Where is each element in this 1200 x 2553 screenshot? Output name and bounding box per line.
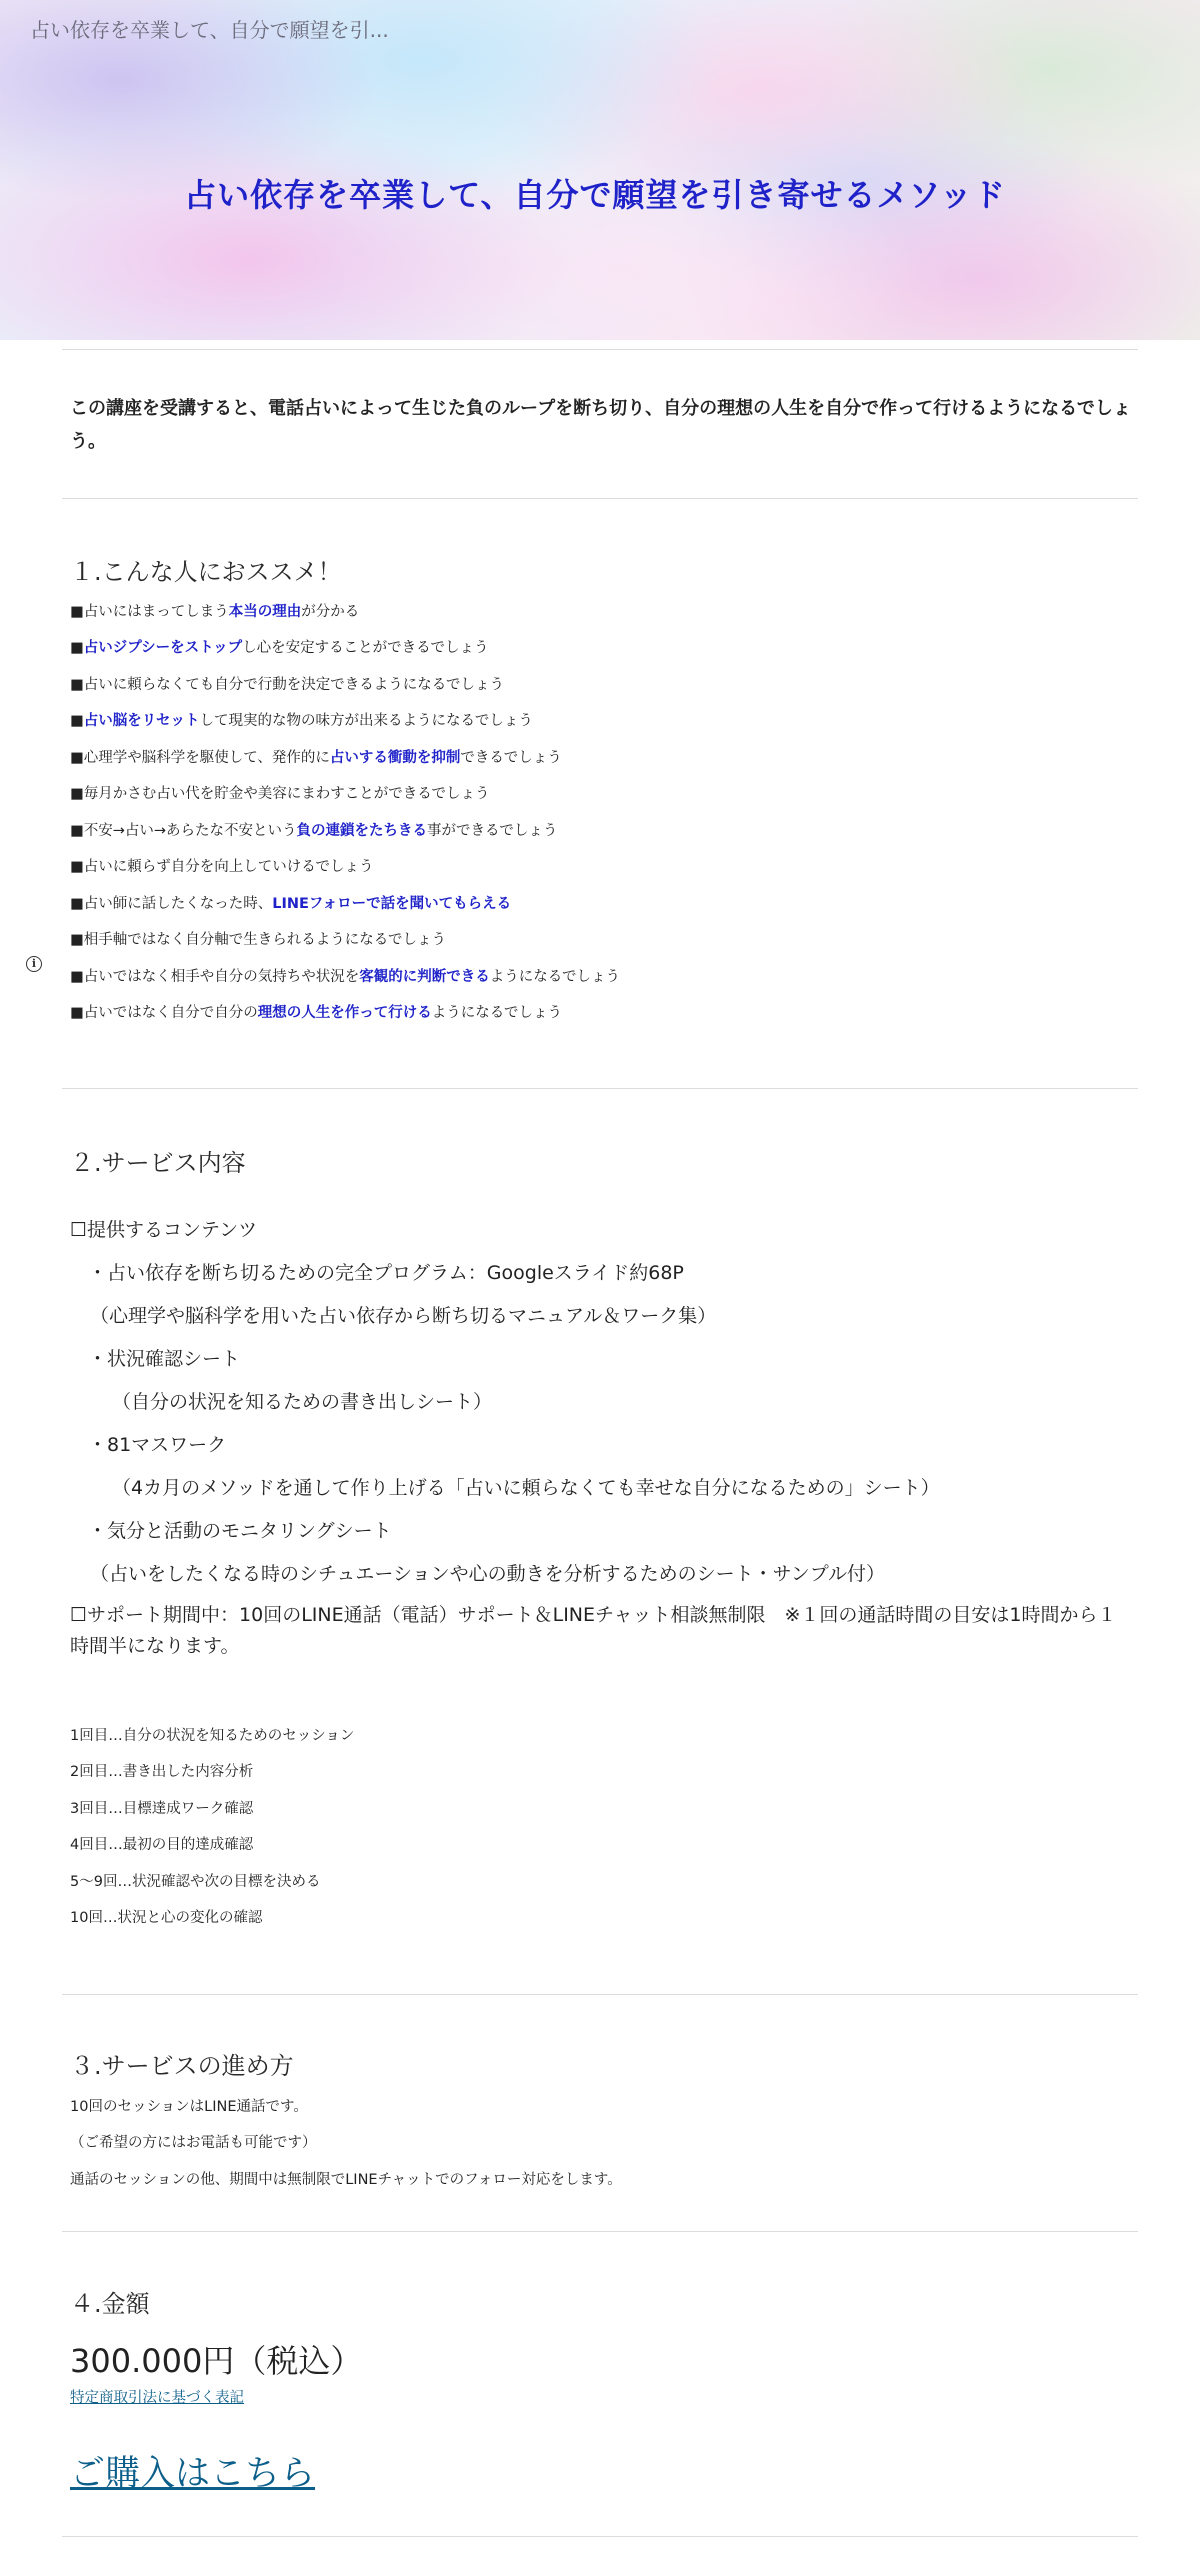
list-item: ■占いに頼らなくても自分で行動を決定できるようになるでしょう	[70, 677, 505, 693]
list-item: ■占いに頼らず自分を向上していけるでしょう	[70, 859, 374, 875]
divider	[62, 1088, 1138, 1089]
content-item: ・気分と活動のモニタリングシート	[88, 1520, 392, 1542]
session-item: 2回目…書き出した内容分析	[70, 1764, 254, 1780]
session-item: 10回…状況と心の変化の確認	[70, 1910, 263, 1926]
content-item: ・81マスワーク	[88, 1434, 227, 1456]
intro-text: この講座を受講すると、電話占いによって生じた負のループを断ち切り、自分の理想の人生を自分で作って行けるようになるでしょう。	[70, 398, 1131, 452]
hero-banner	[0, 0, 1200, 340]
divider	[62, 2536, 1138, 2537]
legal-notice-link[interactable]: 特定商取引法に基づく表記	[70, 2390, 244, 2406]
page-title: 占い依存を卒業して、自分で願望を引き寄せるメソッド	[184, 176, 1006, 214]
list-item: ■相手軸ではなく自分軸で生きられるようになるでしょう	[70, 932, 447, 948]
content-item: ・状況確認シート	[88, 1348, 241, 1370]
method-line: （ご希望の方にはお電話も可能です）	[70, 2135, 317, 2151]
list-item: ■不安→占い→あらたな不安という負の連鎖をたちきる事ができるでしょう	[70, 823, 558, 839]
method-line: 通話のセッションの他、期間中は無制限でLINEチャットでのフォロー対応をします。	[70, 2172, 622, 2188]
divider	[62, 349, 1138, 350]
divider	[62, 1994, 1138, 1995]
content-note: （4カ月のメソッドを通して作り上げる「占いに頼らなくても幸せな自分になるための」シート）	[112, 1477, 940, 1499]
list-item: ■占い脳をリセットして現実的な物の味方が出来るようになるでしょう	[70, 713, 533, 729]
divider	[62, 2231, 1138, 2232]
list-item: ■占いではなく相手や自分の気持ちや状況を客観的に判断できるようになるでしょう	[70, 969, 621, 985]
session-item: 1回目…自分の状況を知るためのセッション	[70, 1728, 355, 1744]
list-item: ■毎月かさむ占い代を貯金や美容にまわすことができるでしょう	[70, 786, 490, 802]
divider	[62, 498, 1138, 499]
section-1-heading: １.こんな人におススメ！	[70, 558, 342, 586]
content-note: （占いをしたくなる時のシチュエーションや心の動きを分析するためのシート・サンプル付）	[90, 1563, 885, 1585]
purchase-link[interactable]: ご購入はこちら	[70, 2454, 316, 2494]
session-item: 4回目…最初の目的達成確認	[70, 1837, 254, 1853]
price: 300.000円（税込）	[70, 2342, 363, 2380]
content-note: （自分の状況を知るための書き出しシート）	[112, 1391, 493, 1413]
support-text: ☐サポート期間中：10回のLINE通話（電話）サポート＆LINEチャット相談無制限 ※１回の通話時間の目安は1時間から１時間半になります。	[70, 1604, 1117, 1657]
section-4-heading: ４.金額	[70, 2290, 150, 2318]
contents-title: ☐提供するコンテンツ	[70, 1219, 258, 1241]
list-item: ■占い師に話したくなった時、LINEフォローで話を聞いてもらえる	[70, 896, 512, 912]
hero-breadcrumb: 占い依存を卒業して、自分で願望を引...	[30, 18, 389, 42]
content-item: ・占い依存を断ち切るための完全プログラム：Googleスライド約68P	[88, 1262, 684, 1284]
content-note: （心理学や脳科学を用いた占い依存から断ち切るマニュアル＆ワーク集）	[90, 1305, 717, 1327]
list-item: ■占いジプシーをストップし心を安定することができるでしょう	[70, 640, 489, 656]
list-item: ■占いにはまってしまう本当の理由が分かる	[70, 604, 360, 620]
list-item: ■占いではなく自分で自分の理想の人生を作って行けるようになるでしょう	[70, 1005, 563, 1021]
session-item: 3回目…目標達成ワーク確認	[70, 1801, 254, 1817]
section-3-heading: ３.サービスの進め方	[70, 2052, 294, 2080]
list-item: ■心理学や脳科学を駆使して、発作的に占いする衝動を抑制できるでしょう	[70, 750, 562, 766]
session-item: 5〜9回…状況確認や次の目標を決める	[70, 1874, 321, 1890]
section-2-heading: ２.サービス内容	[70, 1149, 246, 1177]
method-line: 10回のセッションはLINE通話です。	[70, 2099, 308, 2115]
info-icon[interactable]: i	[26, 956, 42, 972]
